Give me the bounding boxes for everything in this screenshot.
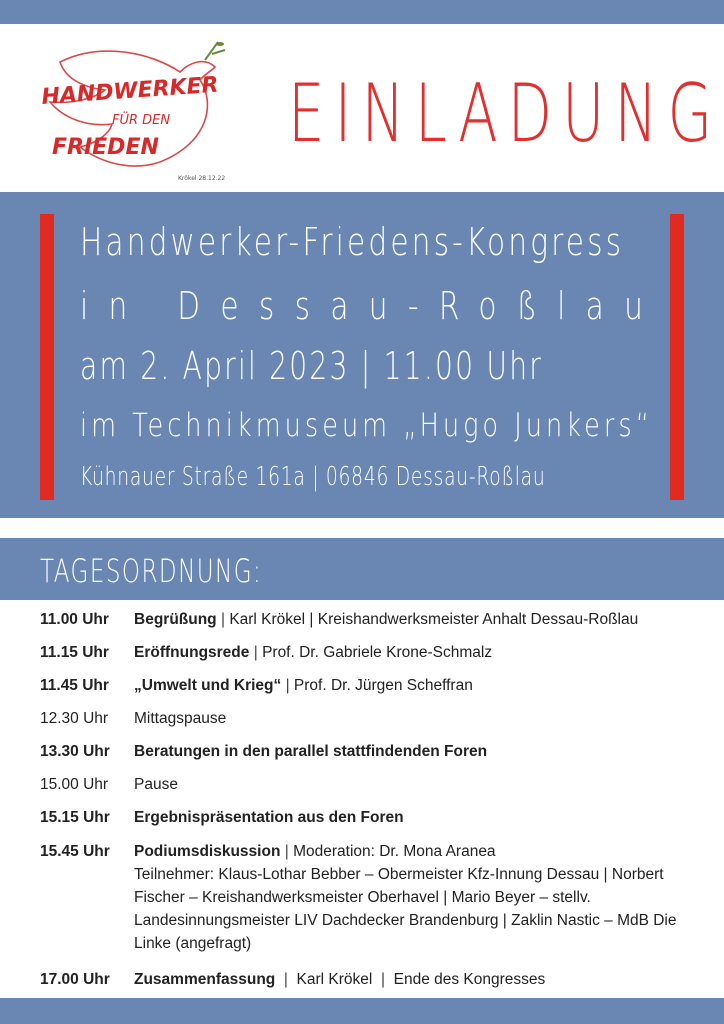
agenda-title: „Umwelt und Krieg“ [134,677,282,694]
top-band [0,0,724,24]
agenda-time: 17.00 Uhr [40,971,110,988]
agenda-title: Eröffnungsrede [134,644,250,661]
agenda-title: Zusammenfassung [134,971,276,988]
agenda-title: Beratungen in den parallel stattfindenden Foren [134,743,488,760]
agenda-heading: TAGESORDNUNG: [40,552,263,590]
event-name: Handwerker-Friedens-Kongress [80,220,625,264]
agenda-time: 15.45 Uhr [40,843,110,860]
dove-icon [40,32,240,192]
agenda-time: 13.30 Uhr [40,743,110,760]
page-title: EINLADUNG [288,67,723,160]
agenda-title: Mittagspause [134,710,227,727]
logo-signature: Krökel 28.12.22 [178,175,226,182]
agenda-detail: Prof. Dr. Jürgen Scheffran [293,677,473,694]
event-city: in Dessau-Roßlau [80,284,664,328]
bottom-band [0,998,724,1024]
event-address: Kühnauer Straße 161a | 06846 Dessau-Roßlau [80,462,546,492]
agenda-title: Begrüßung [134,611,217,628]
agenda-detail: Prof. Dr. Gabriele Krone-Schmalz [262,644,493,661]
event-date-time: am 2. April 2023 | 11.00 Uhr [80,344,544,388]
agenda-detail: Moderation: Dr. Mona Aranea [293,843,496,860]
agenda-title: Pause [134,776,178,793]
logo-line3: FRIEDEN [52,135,159,160]
agenda-detail-2: Ende des Kongresses [393,971,546,988]
agenda-list: 11.00 Uhr Begrüßung | Karl Krökel | Kreishandwerksmeister Anhalt Dessau-Roßlau 11.15 Uhr Eröffnungsrede | Prof. Dr. Gabriele Krone-Schmalz 11.45 Uhr „Umwelt und Krieg“ | Prof. Dr. Jürgen Scheffran 12.30 Uhr Mittagspause 13.30 Uhr Beratungen in den parallel stattfindenden Foren 15.00 Uhr Pause 15.15 Uhr Ergebnispräsentation aus den Foren 15.45 Uhr Podiumsdiskussion | Moderation: Dr. Mona Aranea Teilnehmer: Klaus-Lothar Bebber – Obermeister Kfz-Innung Dessau | Norbert Fischer – Kreishandwerksmeister Oberhavel | Mario Beyer – stellv. Landesinnungsmeister LIV Dachdecker Brandenburg | Zaklin Nastic – MdB Die Linke (angefragt) 17.00 Uhr Zusammenfassung | Karl Krökel | Ende des Kongresses [0,600,724,1000]
handwerker-fuer-den-frieden-logo [40,32,240,192]
agenda-time: 15.15 Uhr [40,809,110,826]
agenda-title: Podiumsdiskussion [134,843,281,860]
agenda-time: 11.45 Uhr [40,677,109,694]
agenda-header [0,538,724,600]
event-banner [0,192,724,518]
accent-bar-left [40,214,54,500]
agenda-detail: Karl Krökel [296,971,373,988]
agenda-title: Ergebnispräsentation aus den Foren [134,809,404,826]
spacer [0,518,724,538]
logo-line1: HANDWERKER [40,72,220,110]
agenda-time: 15.00 Uhr [40,776,109,793]
agenda-detail: Karl Krökel | Kreishandwerksmeister Anhalt Dessau-Roßlau [229,611,639,628]
accent-bar-right [670,214,684,500]
event-venue: im Technikmuseum „Hugo Junkers“ [80,406,654,444]
agenda-time: 12.30 Uhr [40,710,109,727]
agenda-participants: Teilnehmer: Klaus-Lothar Bebber – Obermeister Kfz-Innung Dessau | Norbert Fischer – Kreishandwerksmeister Oberhavel | Mario Beyer – stellv. Landesinnungsmeister LIV Dachdecker Brandenburg | Zaklin Nastic – MdB Die Linke (angefragt) [134,866,677,952]
agenda-time: 11.00 Uhr [40,611,109,628]
agenda-time: 11.15 Uhr [40,644,109,661]
header [0,24,724,192]
logo-line2: FÜR DEN [112,113,171,128]
